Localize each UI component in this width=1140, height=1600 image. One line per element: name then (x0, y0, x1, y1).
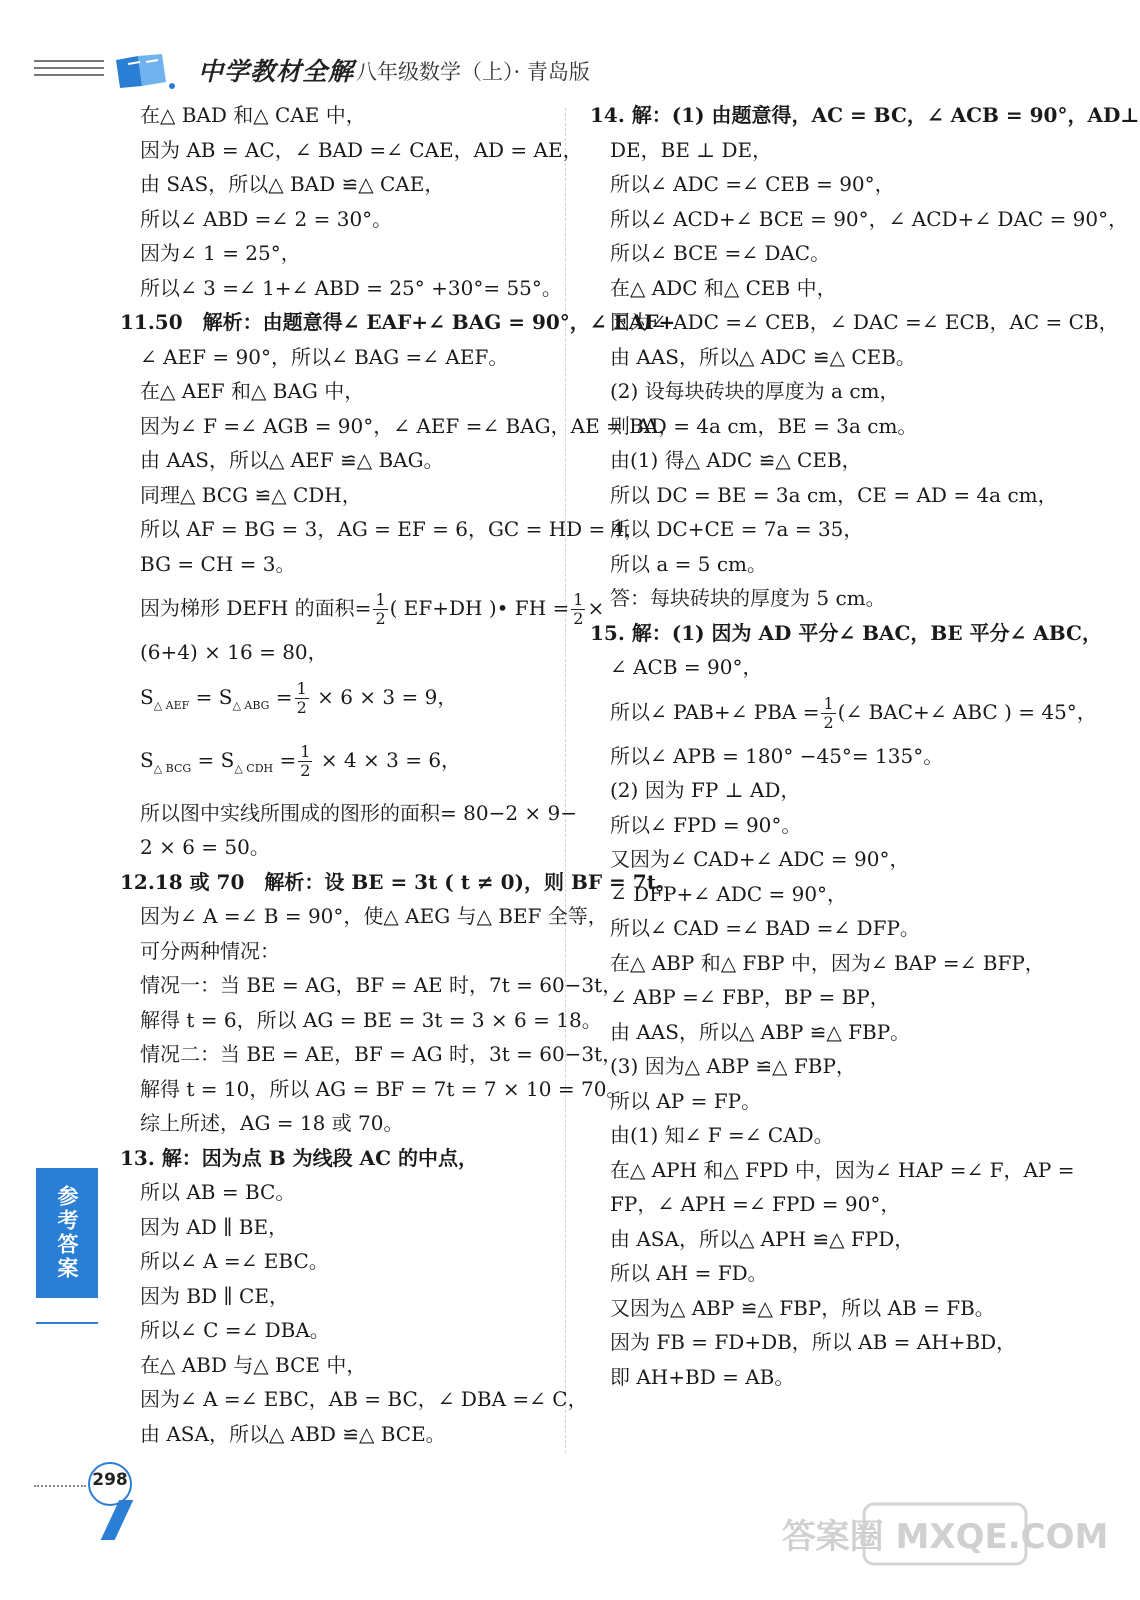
text-line: 因为∠ A =∠ EBC，AB = BC，∠ DBA =∠ C， (140, 1387, 588, 1411)
text-line: FP，∠ APH =∠ FPD = 90°， (610, 1192, 901, 1216)
text-line: 又因为∠ CAD+∠ ADC = 90°， (610, 847, 910, 871)
book-logo-icon (108, 48, 178, 93)
text-line: 由(1) 知∠ F =∠ CAD。 (610, 1123, 834, 1147)
frac-suffix: × 4 × 3 = 6， (314, 747, 462, 772)
text-line: 所以∠ ABD =∠ 2 = 30°。 (140, 206, 393, 231)
frac-mid: = (273, 747, 297, 772)
book-title: 中学教材全解 (198, 57, 355, 86)
text-line: (6+4) × 16 = 80， (140, 640, 328, 664)
frac-numerator: 1 (375, 590, 386, 609)
text-line: 所以∠ A =∠ EBC。 (140, 1249, 329, 1273)
text-line: 因为∠ F =∠ AGB = 90°，∠ AEF =∠ BAG，AE = BA， (140, 413, 679, 438)
text-line: 解得 t = 6，所以 AG = BE = 3t = 3 × 6 = 18。 (140, 1007, 602, 1032)
text-line: 在△ ABD 与△ BCE 中， (140, 1352, 367, 1377)
text-line: (2) 设每块砖块的厚度为 a cm， (610, 379, 900, 403)
text-line: 因为 BD ∥ CE， (140, 1283, 289, 1308)
fraction-line (120, 733, 560, 796)
question-14-line: 14. 解：(1) 由题意得，AC = BC，∠ ACB = 90°，AD⊥ (590, 103, 1140, 127)
text-line: 所以∠ FPD = 90°。 (610, 812, 802, 837)
frac-denominator: 2 (823, 712, 834, 732)
text-line: 所以 a = 5 cm。 (610, 551, 768, 576)
area-subscript: △ BCG (153, 761, 192, 775)
fraction (373, 591, 387, 628)
watermark-logo (781, 1500, 1109, 1595)
frac-mid: = (269, 684, 293, 709)
left-column (120, 98, 679, 1451)
frac-suffix: × 6 × 3 = 9， (310, 684, 458, 709)
text-line: 由 ASA，所以△ ABD ≌△ BCE。 (140, 1421, 446, 1446)
text-line: 在△ ADC 和△ CEB 中， (610, 275, 837, 300)
header-decor-lines (34, 60, 104, 81)
question-11-line: 11.50 解析：由题意得∠ EAF+∠ BAG = 90°，∠ EAF+ (120, 310, 676, 334)
text-line: 所以∠ BCE =∠ DAC。 (610, 241, 831, 265)
page-number-decor (34, 1485, 86, 1487)
area-symbol: = S (189, 684, 233, 709)
frac-numerator: 1 (300, 741, 311, 761)
text-line: 所以 AB = BC。 (140, 1180, 296, 1204)
text-line: 所以图中实线所围成的图形的面积= 80−2 × 9− (140, 800, 578, 825)
side-tab-answers: 参考答案 (36, 1168, 98, 1298)
area-subscript: △ AEF (153, 698, 190, 712)
frac-prefix: 因为梯形 DEFH 的面积= (140, 596, 372, 620)
text-line: 由 AAS，所以△ ADC ≌△ CEB。 (610, 344, 916, 369)
frac-denominator: 2 (573, 609, 584, 628)
watermark-text: 答案圈 MXQE.COM (781, 1517, 1109, 1557)
text-line: 所以∠ ADC =∠ CEB = 90°， (610, 172, 895, 196)
text-line: 由 AAS，所以△ AEF ≌△ BAG。 (140, 448, 444, 472)
text-line: 由 AAS，所以△ ABP ≌△ FBP。 (610, 1019, 911, 1044)
question-13-line: 13. 解：因为点 B 为线段 AC 的中点， (120, 1145, 478, 1170)
question-12-line: 12.18 或 70 解析：设 BE = 3t ( t ≠ 0)，则 BF = 7t。 (120, 869, 676, 894)
text-line: 在△ BAD 和△ CAE 中， (140, 103, 366, 127)
text-line: 同理△ BCG ≌△ CDH， (140, 482, 362, 507)
text-line: 解得 t = 10，所以 AG = BF = 7t = 7 × 10 = 70。 (140, 1076, 627, 1101)
text-line: 综上所述，AG = 18 或 70。 (140, 1111, 404, 1135)
frac-denominator: 2 (300, 760, 311, 780)
text-line: 则 AD = 4a cm，BE = 3a cm。 (610, 413, 918, 438)
text-line: 又因为△ ABP ≌△ FBP，所以 AB = FB。 (610, 1295, 995, 1320)
text-line: 因为 FB = FD+DB，所以 AB = AH+BD， (610, 1330, 1017, 1354)
side-tab-underline (36, 1322, 98, 1324)
page-number-stroke (101, 1500, 134, 1540)
book-subtitle: 八年级数学（上）· 青岛版 (356, 60, 590, 84)
text-line: 情况二：当 BE = AE，BF = AG 时，3t = 60−3t， (140, 1042, 623, 1066)
frac-prefix: 所以∠ PAB+∠ PBA = (610, 699, 820, 724)
area-subscript: △ ABG (232, 698, 270, 712)
text-line: 因为 AD ∥ BE， (140, 1214, 289, 1239)
area-subscript: △ CDH (234, 761, 274, 775)
text-line: 因为 AB = AC，∠ BAD =∠ CAE，AD = AE， (140, 137, 583, 162)
text-line: 因为∠ 1 = 25°， (140, 241, 301, 265)
text-line: 所以∠ CAD =∠ BAD =∠ DFP。 (610, 916, 920, 940)
text-line: ∠ ACB = 90°， (610, 655, 763, 679)
text-line: 所以 AH = FD。 (610, 1261, 768, 1285)
text-line: 可分两种情况： (140, 938, 280, 963)
frac-numerator: 1 (823, 693, 834, 713)
text-line: 由(1) 得△ ADC ≌△ CEB， (610, 448, 862, 472)
text-line: 2 × 6 = 50。 (140, 835, 270, 859)
text-line: 答：每块砖块的厚度为 5 cm。 (610, 586, 886, 610)
text-line: BG = CH = 3。 (140, 551, 296, 576)
right-column (590, 98, 1140, 1394)
fraction-line (120, 581, 605, 635)
text-line: 所以∠ APB = 180° −45°= 135°。 (610, 743, 944, 768)
fraction-line (120, 670, 560, 733)
area-symbol: S (140, 684, 154, 709)
text-line: 所以∠ 3 =∠ 1+∠ ABD = 25° +30°= 55°。 (140, 275, 562, 300)
text-line: ∠ AEF = 90°，所以∠ BAG =∠ AEF。 (140, 344, 509, 369)
text-line: 在△ AEF 和△ BAG 中， (140, 379, 365, 403)
page-header (0, 0, 1045, 100)
text-line: 在△ APH 和△ FPD 中，因为∠ HAP =∠ F，AP = (610, 1157, 1075, 1182)
frac-suffix: × (587, 596, 605, 620)
text-line: 所以∠ ACD+∠ BCE = 90°，∠ ACD+∠ DAC = 90°， (610, 206, 1129, 231)
question-15-line: 15. 解：(1) 因为 AD 平分∠ BAC，BE 平分∠ ABC， (590, 620, 1102, 645)
fraction (295, 680, 309, 717)
text-line: 所以 AF = BG = 3，AG = EF = 6，GC = HD = 4， (140, 517, 645, 541)
frac-denominator: 2 (375, 609, 386, 628)
text-line: 由 ASA，所以△ APH ≌△ FPD， (610, 1226, 915, 1251)
text-line: 所以 DC = BE = 3a cm，CE = AD = 4a cm， (610, 482, 1058, 507)
text-line: ∠ DFP+∠ ADC = 90°， (610, 881, 848, 906)
text-line: 所以 AP = FP。 (610, 1088, 762, 1113)
frac-denominator: 2 (296, 697, 307, 717)
text-line: 因为∠ ADC =∠ CEB，∠ DAC =∠ ECB，AC = CB， (610, 310, 1119, 334)
text-line: 由 SAS，所以△ BAD ≌△ CAE， (140, 172, 445, 196)
text-line: 所以 DC+CE = 7a = 35， (610, 517, 864, 541)
text-line: 即 AH+BD = AB。 (610, 1364, 795, 1389)
text-line: 情况一：当 BE = AG，BF = AE 时，7t = 60−3t， (140, 973, 623, 997)
frac-numerator: 1 (296, 678, 307, 698)
text-line: 在△ ABP 和△ FBP 中，因为∠ BAP =∠ BFP， (610, 950, 1045, 975)
fraction (571, 591, 585, 628)
text-line: (3) 因为△ ABP ≌△ FBP， (610, 1054, 856, 1078)
fraction-line (590, 685, 1097, 739)
text-line: DE，BE ⊥ DE， (610, 137, 773, 162)
fraction (298, 743, 312, 780)
area-symbol: = S (191, 747, 235, 772)
text-line: (2) 因为 FP ⊥ AD， (610, 778, 801, 802)
text-line: 因为∠ A =∠ B = 90°，使△ AEG 与△ BEF 全等， (140, 904, 608, 928)
text-line: 所以∠ C =∠ DBA。 (140, 1318, 330, 1342)
frac-suffix: (∠ BAC+∠ ABC ) = 45°， (837, 699, 1097, 724)
frac-numerator: 1 (573, 590, 584, 609)
frac-mid: ( EF+DH )• FH = (389, 596, 570, 620)
page-number: 298 (92, 1470, 128, 1490)
area-symbol: S (140, 747, 154, 772)
text-line: ∠ ABP =∠ FBP，BP = BP， (610, 985, 890, 1009)
fraction (821, 695, 835, 732)
